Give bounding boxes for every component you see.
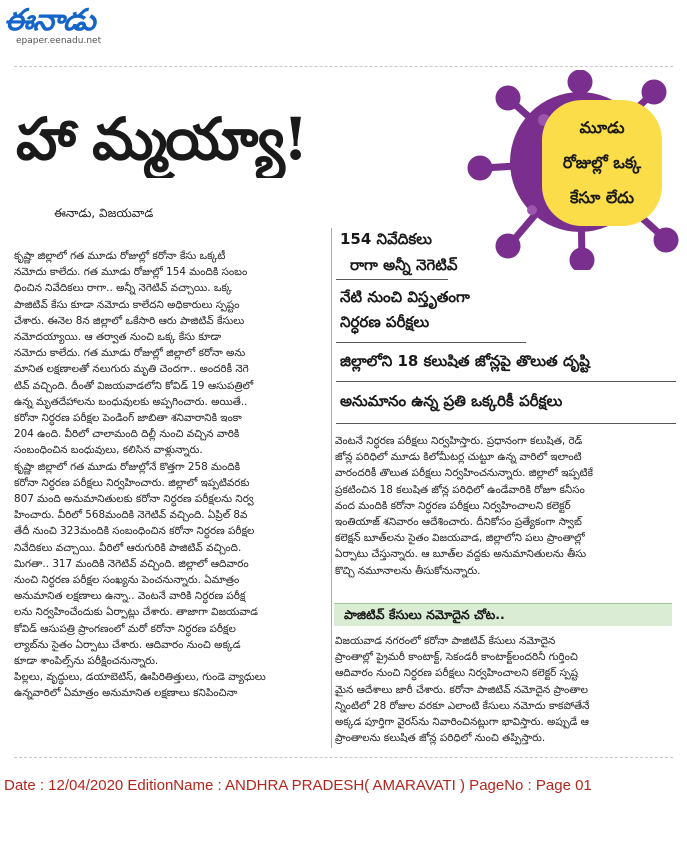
text-line: ప్రకటించిన 18 కలుషిత జోన్ల పరిధిలో ఉండేవారికి రోజూ కనీసం [335,483,585,496]
text-line: కొచ్చి నమూనాలను తీసుకోనున్నారు. [335,564,481,577]
text-line: ఏర్పాటు చేస్తున్నారు. ఆ బూత్‌ల వద్దకు అనుమానితులను తీసు [335,548,587,561]
badge-line-3: కేసూ లేదు [569,188,635,207]
text-line: ఇంతియాజ్ శనివారం ఆదేశించారు. దీనికోసం ప్రత్యేకంగా స్వాబ్ [335,516,582,529]
text-line: సంబంధించిన బంధువులు, కలిసిన వాళ్లున్నారు. [14,444,203,457]
subhead-2: రాగా అన్నీ నెగెటివ్ [350,256,458,274]
text-line: జోన్ల పరిధిలో మూడు కిలోమీటర్ల చుట్టూ ఉన్న వారిలో ఇలాంటి [335,451,582,464]
text-line: అక్కడ పూర్తిగా వైరస్‌ను నివారించినట్లుగా భావిస్తారు. అప్పుడే ఆ [335,716,589,729]
top-divider [14,66,673,67]
headline: హా మ్మయ్యా! [16,105,307,173]
text-line: నుంచి నిర్ధరణ పరీక్షల సంఖ్యను పెంచనున్నారు. ఏమాత్రం [14,574,240,587]
site-url: epaper.eenadu.net [16,36,102,46]
virus-illustration [462,70,687,270]
article-column-1 [14,248,327,702]
text-line: న్నింటిలో 28 రోజుల వరకూ ఎలాంటి కేసులు నమోదు కాకపోతేనే [335,699,590,712]
subhead-rule [336,279,448,280]
text-line: కోవిడ్ ఆసుపత్రి ప్రాంగణంలో మరో కరోనా నిర్ధరణ పరీక్షల [14,622,236,635]
subhead-1: 154 నివేదికలు [340,230,432,248]
text-line: విజయవాడ నగరంలో కరోనా పాజిటివ్ కేసులు నమోదైన [335,635,556,647]
text-line: కూడా శాంపిల్స్‌ను పరీక్షించనున్నారు. [14,655,159,668]
text-line: హించారు. వీరిలో 568మందికి నెగెటివ్ వచ్చింది. ఏప్రిల్ 8వ [14,509,248,522]
text-line: ఉన్న మృతదేహాలను బంధువులకు అప్పగించారు. అయితే.. [14,395,248,408]
text-line: ప్రాంతాలను కలుషిత జోన్ల పరిధిలో నుంచి తప్పిస్తారు. [335,732,546,745]
text-line: నమోదు కాలేదు. గత మూడు రోజుల్లో జిల్లాలో కరోనా అను [14,347,246,360]
text-line: నమోదు కాలేదు. గత మూడు రోజుల్లో 154 మందికి సంబం [14,266,248,279]
text-line: నమోదయ్యాయి. ఆ తర్వాత నుంచి ఒక్క కేసు కూడా [14,331,222,344]
box-heading [334,603,672,626]
text-line: టివ్ వచ్చింది. దీంతో విజయవాడలోని కోవిడ్ 19 ఆసుపత్రిలో [14,379,254,392]
article-column-2b [335,633,677,746]
text-line: కరోనా నిర్ధరణ పరీక్షలు నిర్వహించారు. జిల్లాలో ఇప్పటివరకు [14,476,250,489]
masthead-logo [4,4,154,54]
subhead-rule [336,381,676,382]
text-line: ప్రాంతాల్లో ప్రైమరీ కాంటాక్ట్, సెకండరీ కాంటాక్ట్‌లందరినీ గుర్తించి [335,651,578,664]
text-line: వారందరికీ తొలుత పరీక్షలు నిర్వహించనున్నారు. జిల్లాలో ఇప్పటికే [335,467,593,480]
subhead-rule [336,342,526,343]
text-line: లను నిర్వహించేందుకు ఏర్పాట్లు చేశారు. తాజాగా విజయవాడ [14,606,258,619]
text-line: ఉన్నవారిలో ఏమాత్రం అనుమానిత లక్షణాలు కనిపించినా [14,687,238,700]
text-line: ఆదివారం నుంచి నిర్ధరణ పరీక్షలు నిర్వహించాలని కలెక్టర్ స్పష్ట [335,667,579,680]
text-line: 807 మంది అనుమానితులకు కరోనా నిర్ధరణ పరీక్షలను నిర్వ [14,493,254,506]
badge-line-2: రోజుల్లో ఒక్క [562,153,642,172]
text-line: ల్యాబ్‌ను సైతం ఏర్పాటు చేశారు. ఆదివారం నుంచి అక్కడ [14,638,241,651]
text-line: తేదీ నుంచి 323మందికి సంబంధించిన కరోనా నిర్ధరణ పరీక్షల [14,525,255,538]
text-line: మానిత లక్షణాలతో నలుగురు మృతి చెందగా.. అందరికీ నెగె [14,363,249,376]
subhead-5: జిల్లాలోని 18 కలుషిత జోన్లపై తొలుత దృష్టి [340,352,590,370]
article-column-2 [335,433,677,579]
text-line: 204 ఉంది. వీరిలో చాలామంది దిల్లీ నుంచి వచ్చిన వారికి [14,428,240,441]
text-line: పాజిటివ్ కేసు కూడా నమోదు కాలేదని అధికారులు స్పష్టం [14,298,240,311]
column-divider [331,228,332,748]
text-line: చేశారు. ఈనెల 8న జిల్లాలో ఒకేసారి ఆరు పాజిటివ్ కేసులు [14,314,245,327]
text-line: కలెక్షన్ బూత్‌లను సైతం విజయవాడ, జిల్లాలోని పలు ప్రాంతాల్లో [335,532,585,545]
byline: ఈనాడు, విజయవాడ [54,206,154,220]
text-line: నివేదికలు వచ్చాయి. వీరిలో ఆరుగురికి పాజిటివ్ వచ్చింది. [14,541,242,554]
subhead-6: అనుమానం ఉన్న ప్రతి ఒక్కరికీ పరీక్షలు [340,392,563,410]
subhead-rule [336,423,676,424]
text-line: కృష్ణా జిల్లాలో గత మూడు రోజుల్లోనే కొత్తగా 258 మందికి [14,460,241,473]
text-line: కృష్ణా జిల్లాలో గత మూడు రోజుల్లో కరోనా కేసు ఒక్కటీ [14,250,226,262]
text-line: మైన ఆదేశాలు జారీ చేశారు. కరోనా పాజిటివ్ నమోదైన ప్రాంతాల [335,683,589,696]
bottom-divider [14,757,673,758]
text-line: ధించిన నివేదికలు రాగా.. అన్నీ నెగెటివ్ వచ్చాయి. ఒక్క [14,282,232,295]
text-line: వెంటనే నిర్ధరణ పరీక్షలు నిర్వహిస్తారు. ప్రధానంగా కలుషిత, రెడ్ [335,435,583,447]
badge-line-1: మూడు [579,118,625,137]
text-line: అనుమానిత లక్షణాలు ఉన్నా.. వెంటనే వారికి నిర్ధరణ పరీక్ష [14,590,246,603]
text-line: పిల్లలు, వృద్ధులు, డయాబెటిస్, ఊపిరితిత్తులు, గుండె వ్యాధులు [14,671,266,684]
text-line: వంద మందికి కరోనా నిర్ధరణ పరీక్షలు నిర్వహించాలని కలెక్టర్ [335,499,571,512]
text-line: మిగతా.. 317 మందికి నెగెటివ్ వచ్చింది. జిల్లాలో ఆదివారం [14,557,249,570]
text-line: కరోనా నిర్ధరణ పరీక్షల పెండింగ్ జాబితా శనివారానికి ఇంకా [14,412,242,425]
logo-text: ఈనాడు [4,3,95,38]
subhead-4: నిర్ధరణ పరీక్షలు [340,313,430,331]
edition-footer: Date : 12/04/2020 EditionName : ANDHRA PRADESH( AMARAVATI ) PageNo : Page 01 [4,777,592,794]
subhead-3: నేటి నుంచి విస్తృతంగా [340,288,470,306]
box-heading-text: పాజిటివ్ కేసులు నమోదైన చోట.. [344,607,505,622]
